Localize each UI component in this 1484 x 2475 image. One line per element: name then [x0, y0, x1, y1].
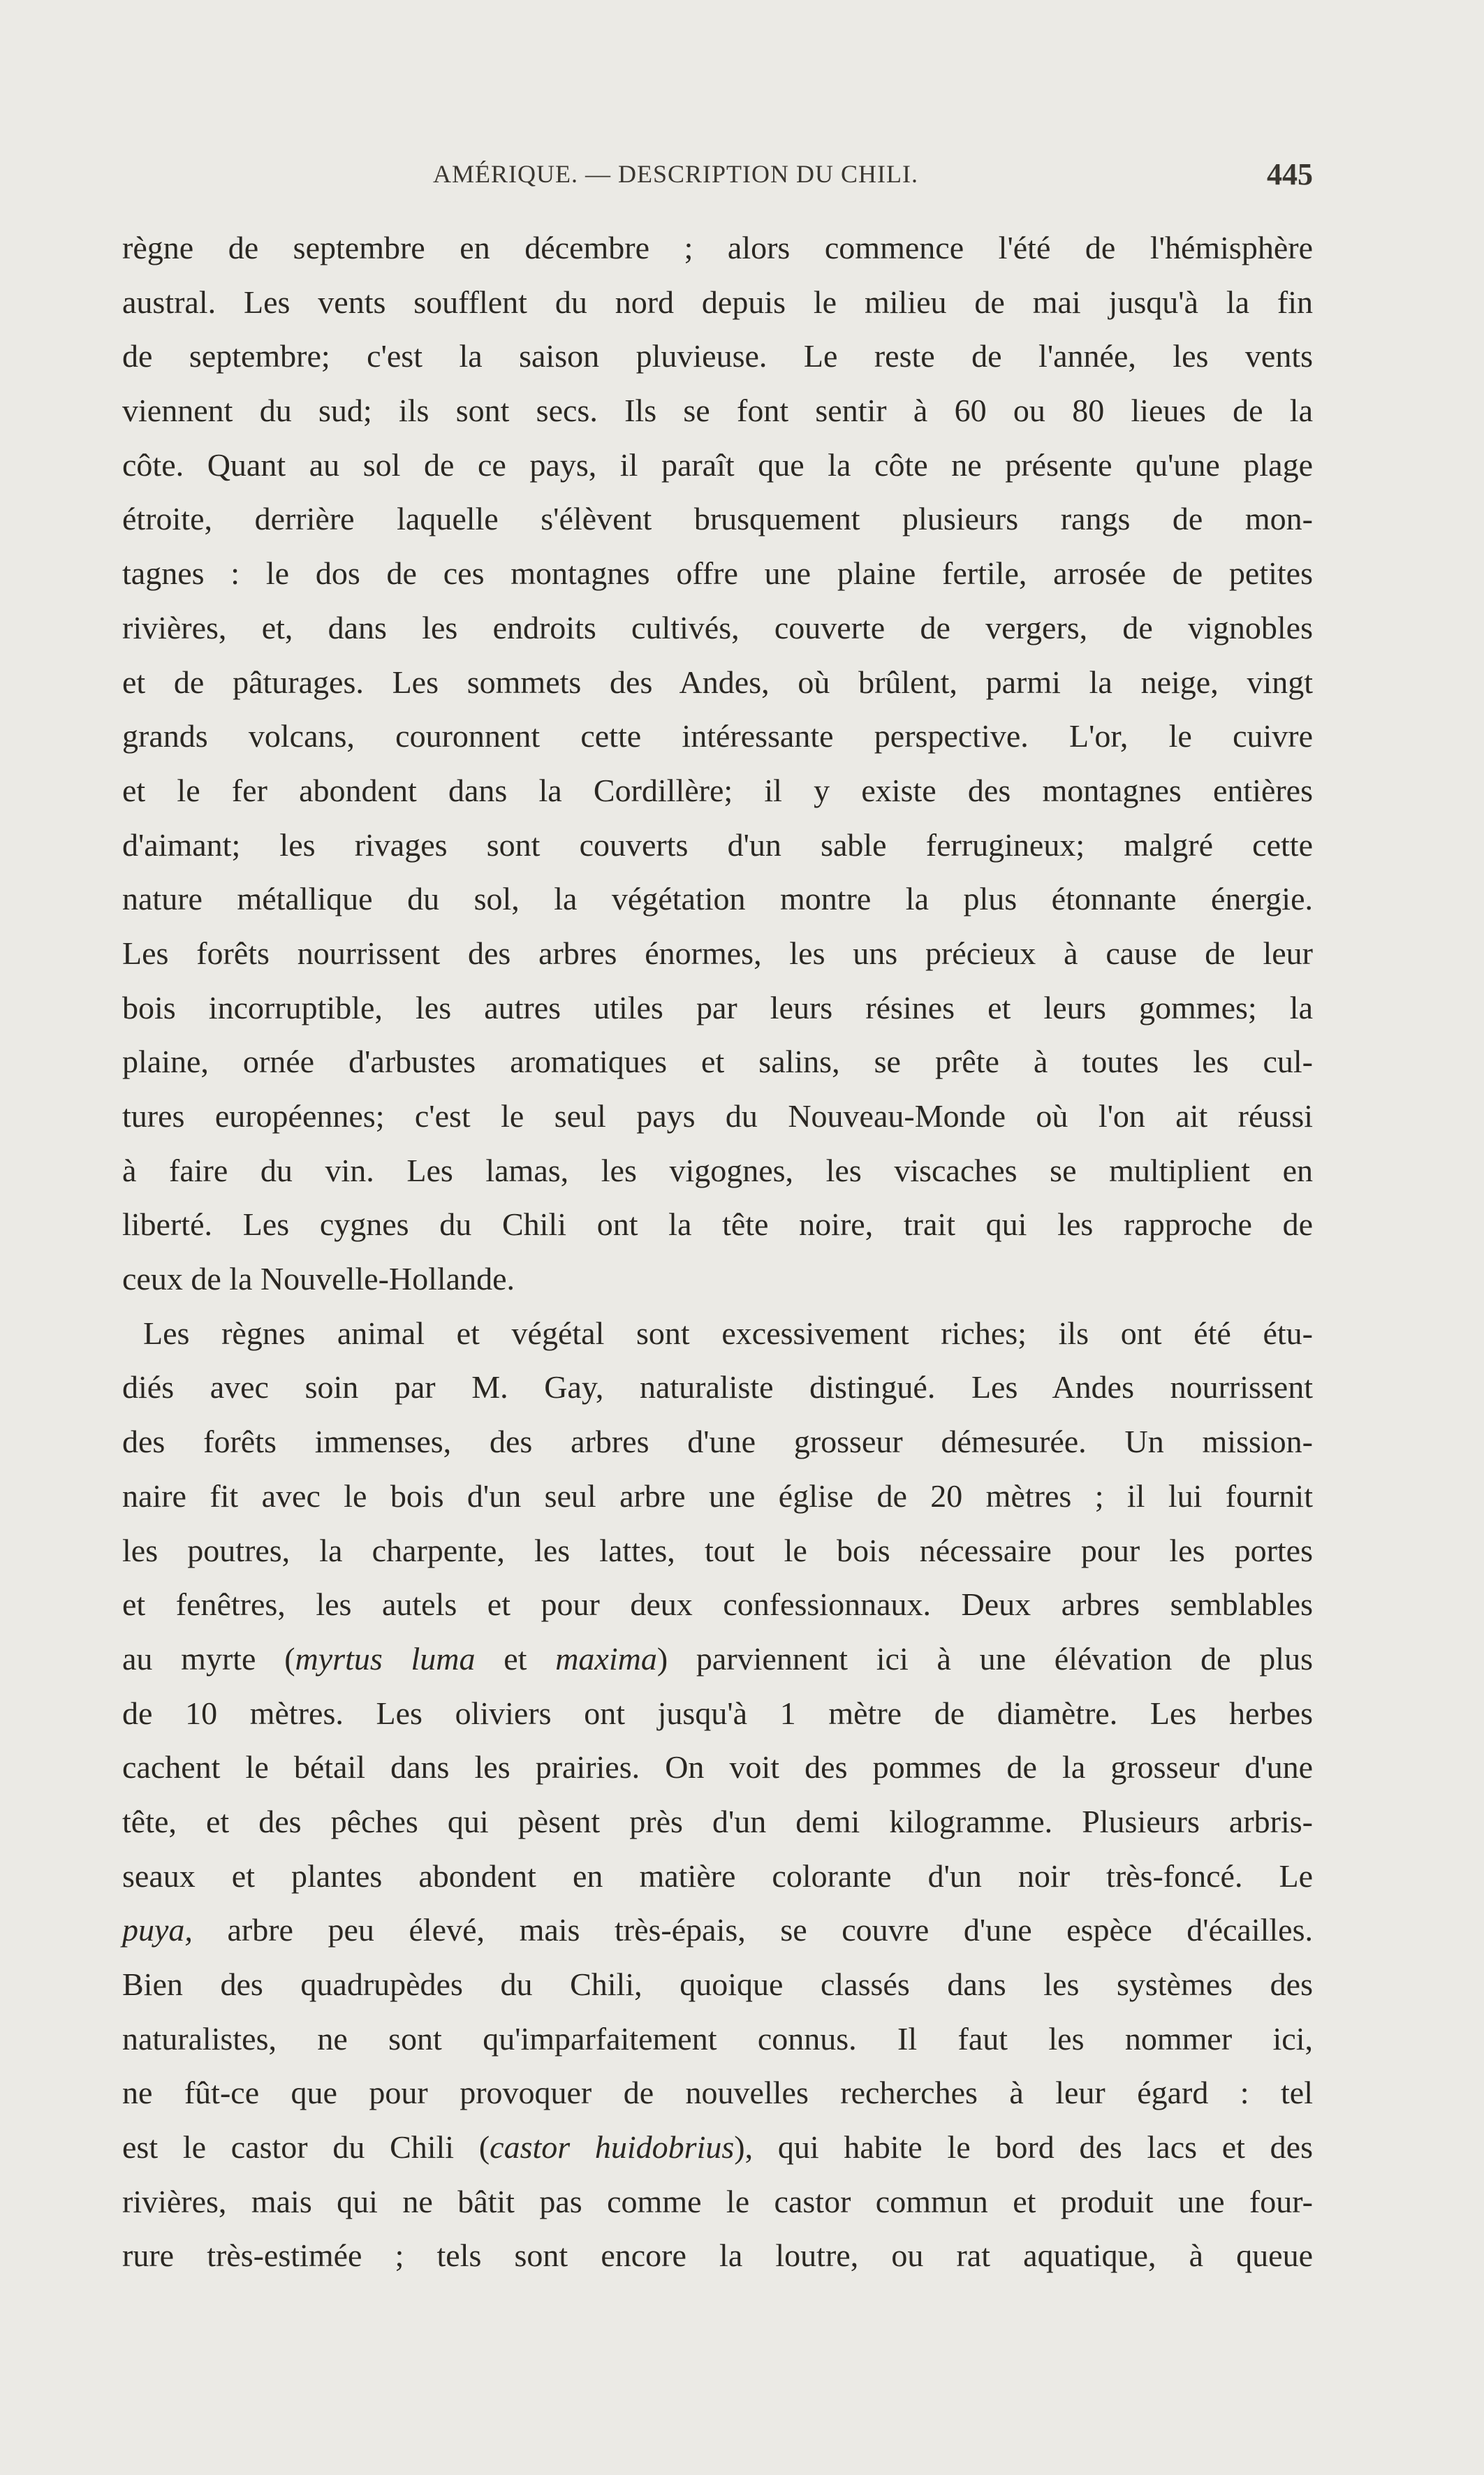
text-line: et de pâturages. Les sommets des Andes, où brûlent, parmi la neige, vingt	[122, 664, 1313, 700]
text-line: à faire du vin. Les lamas, les vigognes, les viscaches se multiplient en	[122, 1152, 1313, 1188]
body-text	[122, 221, 1313, 2283]
text-line: austral. Les vents soufflent du nord depuis le milieu de mai jusqu'à la fin	[122, 284, 1313, 320]
text-line: tête, et des pêches qui pèsent près d'un demi kilogramme. Plusieurs arbris-	[122, 1803, 1313, 1839]
text-run: est le castor du Chili (	[122, 2129, 490, 2166]
text-line: plaine, ornée d'arbustes aromatiques et salins, se prête à toutes les cul-	[122, 1044, 1313, 1080]
text-run: au myrte (	[122, 1640, 295, 1677]
text-line: et fenêtres, les autels et pour deux confessionnaux. Deux arbres semblables	[122, 1586, 1313, 1623]
text-line: Bien des quadrupèdes du Chili, quoique classés dans les systèmes des	[122, 1966, 1313, 2002]
page-header	[433, 159, 1313, 201]
text-line: diés avec soin par M. Gay, naturaliste distingué. Les Andes nourrissent	[122, 1369, 1313, 1406]
text-line: naire fit avec le bois d'un seul arbre une église de 20 mètres ; il lui fournit	[122, 1477, 1313, 1514]
text-line: bois incorruptible, les autres utiles par leurs résines et leurs gommes; la	[122, 989, 1313, 1025]
text-line: étroite, derrière laquelle s'élèvent brusquement plusieurs rangs de mon-	[122, 501, 1313, 537]
text-line-with-latin-name	[122, 2120, 1313, 2175]
text-line: tures européennes; c'est le seul pays du Nouveau-Monde où l'on ait réussi	[122, 1098, 1313, 1134]
text-line: Les forêts nourrissent des arbres énormes, les uns précieux à cause de leur	[122, 935, 1313, 971]
running-title: AMÉRIQUE. — DESCRIPTION DU CHILI.	[433, 160, 918, 188]
text-run: et	[475, 1640, 556, 1677]
text-run: arbre peu élevé, mais très-épais, se couvre d'une espèce d'écailles.	[192, 1912, 1313, 1948]
text-line: de septembre; c'est la saison pluvieuse. Le reste de l'année, les vents	[122, 338, 1313, 374]
text-line: rivières, et, dans les endroits cultivés, couverte de vergers, de vignobles	[122, 609, 1313, 645]
text-line: ne fût-ce que pour provoquer de nouvelles recherches à leur égard : tel	[122, 2075, 1313, 2111]
text-line-with-latin-names	[122, 1632, 1313, 1686]
text-line: liberté. Les cygnes du Chili ont la tête noire, trait qui les rapproche de	[122, 1206, 1313, 1243]
text-line: grands volcans, couronnent cette intéressante perspective. L'or, le cuivre	[122, 718, 1313, 754]
text-line: côte. Quant au sol de ce pays, il paraît que la côte ne présente qu'une plage	[122, 446, 1313, 483]
latin-name-italic: maxima	[555, 1640, 657, 1677]
text-line: cachent le bétail dans les prairies. On voit des pommes de la grosseur d'une	[122, 1749, 1313, 1786]
page-number: 445	[1267, 157, 1313, 191]
text-line: d'aimant; les rivages sont couverts d'un sable ferrugineux; malgré cette	[122, 826, 1313, 863]
text-line: rivières, mais qui ne bâtit pas comme le castor commun et produit une four-	[122, 2183, 1313, 2219]
text-line: seaux et plantes abondent en matière colorante d'un noir très-foncé. Le	[122, 1857, 1313, 1894]
text-run: ), qui habite le bord des lacs et des	[734, 2129, 1313, 2166]
text-run: ) parviennent ici à une élévation de plus	[656, 1640, 1313, 1677]
text-line: et le fer abondent dans la Cordillère; il y existe des montagnes entières	[122, 772, 1313, 808]
text-line-paragraph-end: ceux de la Nouvelle-Hollande.	[122, 1261, 515, 1297]
latin-name-italic: castor huidobrius	[490, 2129, 735, 2166]
text-line: des forêts immenses, des arbres d'une grosseur démesurée. Un mission-	[122, 1424, 1313, 1460]
text-line: tagnes : le dos de ces montagnes offre une plaine fertile, arrosée de petites	[122, 555, 1313, 592]
text-line: règne de septembre en décembre ; alors commence l'été de l'hémisphère	[122, 230, 1313, 265]
text-line: viennent du sud; ils sont secs. Ils se font sentir à 60 ou 80 lieues de la	[122, 393, 1313, 429]
text-line: naturalistes, ne sont qu'imparfaitement connus. Il faut les nommer ici,	[122, 2020, 1313, 2057]
text-line: les poutres, la charpente, les lattes, tout le bois nécessaire pour les portes	[122, 1532, 1313, 1568]
latin-name-italic: myrtus luma	[295, 1640, 476, 1677]
text-line-paragraph-start: Les règnes animal et végétal sont excessivement riches; ils ont été étu-	[143, 1315, 1313, 1351]
text-line-with-term	[122, 1903, 1313, 1957]
term-italic: puya,	[122, 1912, 193, 1948]
text-line: nature métallique du sol, la végétation montre la plus étonnante énergie.	[122, 881, 1313, 917]
text-line: rure très-estimée ; tels sont encore la loutre, ou rat aquatique, à queue	[122, 2237, 1313, 2274]
text-line: de 10 mètres. Les oliviers ont jusqu'à 1 mètre de diamètre. Les herbes	[122, 1695, 1313, 1731]
